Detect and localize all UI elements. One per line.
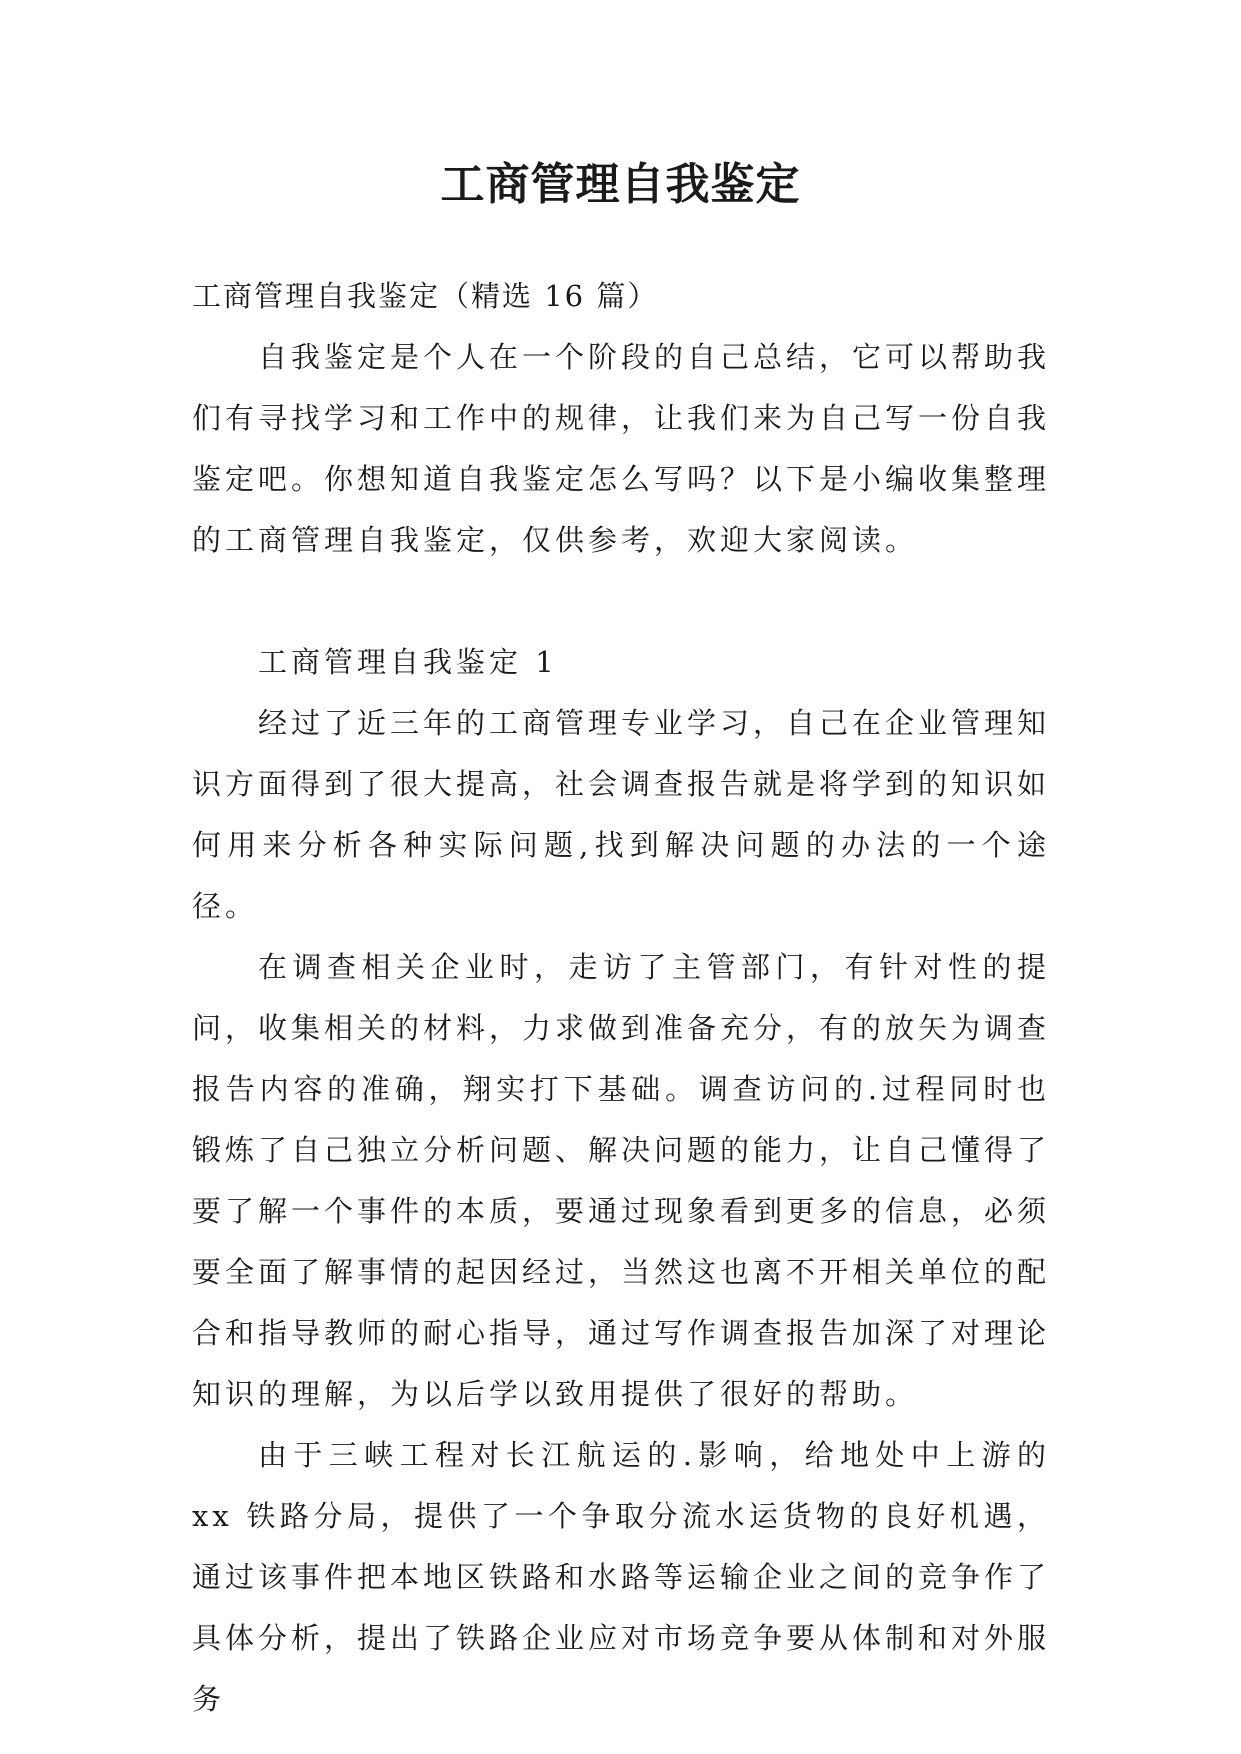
document-body [192,266,1050,1730]
section-heading: 工商管理自我鉴定 1 [258,645,558,679]
document-subtitle: 工商管理自我鉴定（精选 16 篇） [192,279,659,313]
body-paragraph: 由于三峡工程对长江航运的.影响，给地处中上游的 xx 铁路分局，提供了一个争取分流水运货物的良好机遇，通过该事件把本地区铁路和水路等运输企业之间的竞争作了具体分析，提出了铁路企业应对市场竞争要从体制和对外服务 [192,1438,1051,1716]
body-paragraph: 经过了近三年的工商管理专业学习，自己在企业管理知识方面得到了很大提高，社会调查报告就是将学到的知识如何用来分析各种实际问题,找到解决问题的办法的一个途径。 [192,706,1051,923]
section-spacer [192,571,1050,632]
document-title: 工商管理自我鉴定 [440,159,801,210]
body-paragraph: 在调查相关企业时，走访了主管部门，有针对性的提问，收集相关的材料，力求做到准备充分，有的放矢为调查报告内容的准确，翔实打下基础。调查访问的.过程同时也锻炼了自己独立分析问题、解决问题的能力，让自己懂得了要了解一个事件的本质，要通过现象看到更多的信息，必须要全面了解事情的起因经过，当然这也离不开相关单位的配合和指导教师的耐心指导，通过写作调查报告加深了对理论知识的理解，为以后学以致用提供了很好的帮助。 [192,950,1051,1411]
intro-paragraph: 自我鉴定是个人在一个阶段的自己总结，它可以帮助我们有寻找学习和工作中的规律，让我们来为自己写一份自我鉴定吧。你想知道自我鉴定怎么写吗？以下是小编收集整理的工商管理自我鉴定，仅供参考，欢迎大家阅读。 [192,340,1051,557]
